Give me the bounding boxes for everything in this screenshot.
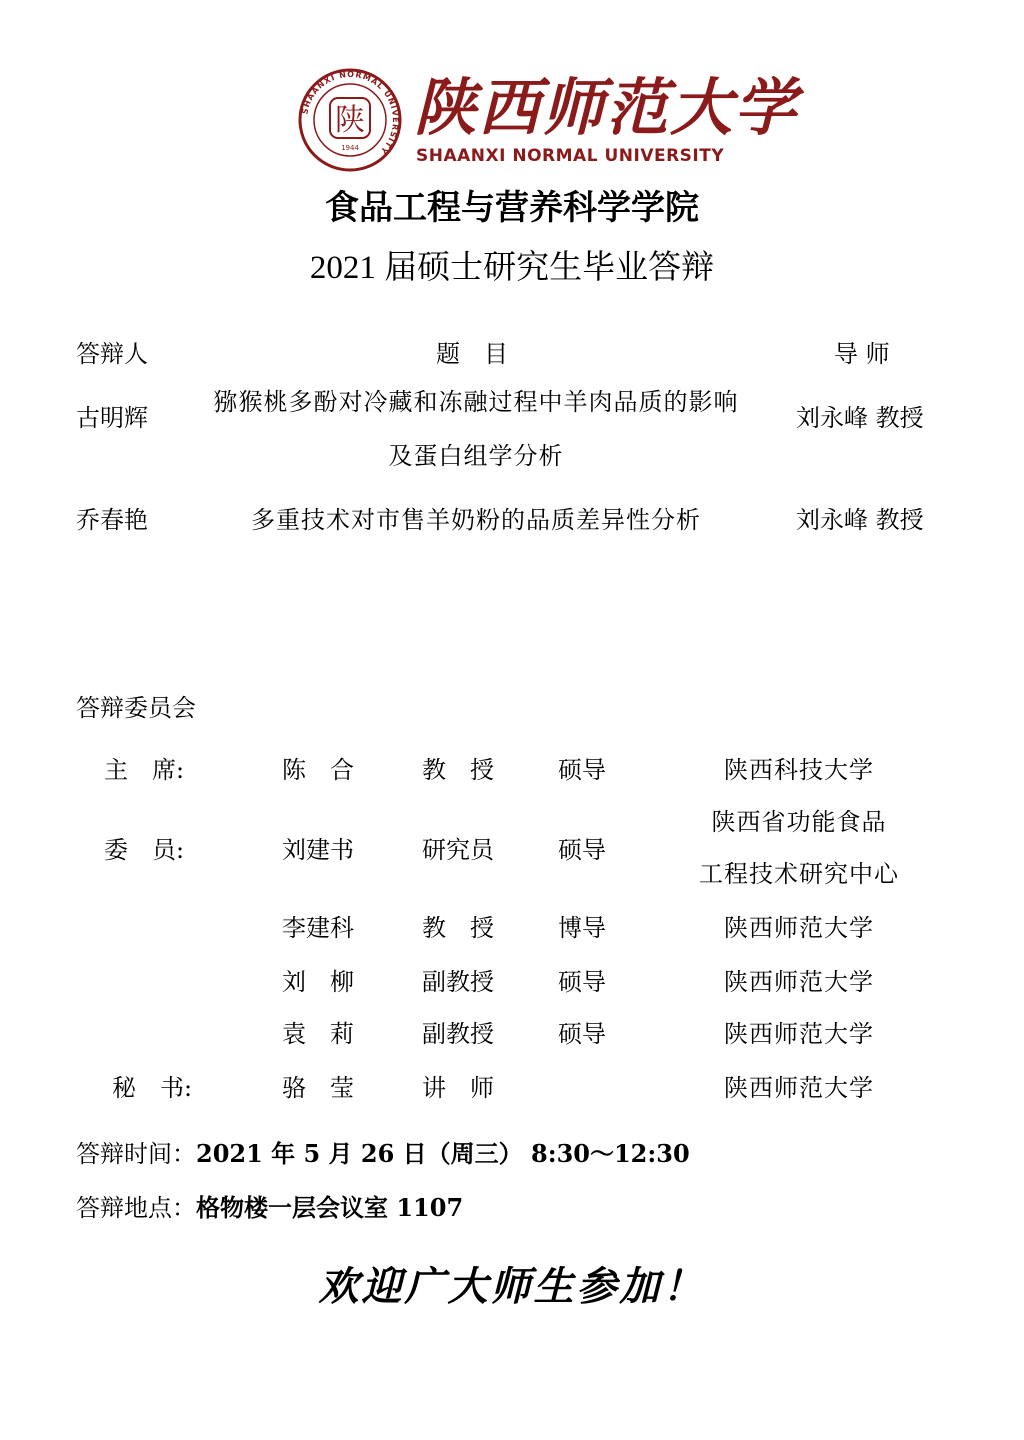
svg-text:SHAANXI NORMAL UNIVERSITY: SHAANXI NORMAL UNIVERSITY [300, 69, 401, 156]
defense-place [76, 1192, 463, 1224]
committee-name: 刘建书 [282, 836, 354, 864]
defense-place-label: 答辩地点： [76, 1194, 196, 1222]
thesis-topic-line: 多重技术对市售羊奶粉的品质差异性分析 [251, 506, 701, 534]
committee-supervisor-type: 硕导 [558, 968, 606, 996]
committee-supervisor-type: 硕导 [558, 836, 606, 864]
committee-unit: 陕西师范大学 [724, 914, 874, 942]
advisor-name: 刘永峰 教授 [796, 506, 924, 534]
event-title: 2021 届硕士研究生毕业答辩 [309, 250, 715, 286]
committee-name: 刘 柳 [282, 968, 354, 996]
thesis-topic-line: 及蛋白组学分析 [388, 442, 564, 470]
advisor-name: 刘永峰 教授 [796, 404, 924, 432]
committee-role: 主 席: [104, 756, 185, 784]
committee-name: 李建科 [282, 914, 354, 942]
university-name-en: SHAANXI NORMAL UNIVERSITY [416, 146, 725, 166]
svg-text:1944: 1944 [341, 144, 359, 152]
committee-unit: 陕西师范大学 [724, 1074, 874, 1102]
welcome-message: 欢迎广大师生参加！ [318, 1263, 706, 1310]
committee-title: 讲 师 [422, 1074, 494, 1102]
committee-role: 秘 书: [112, 1074, 193, 1102]
defense-time [76, 1138, 690, 1170]
svg-text:陕: 陕 [335, 103, 365, 138]
committee-unit: 陕西师范大学 [724, 968, 874, 996]
university-name-cn: 陕西师范大学 [414, 71, 799, 144]
committee-unit: 陕西师范大学 [724, 1020, 874, 1048]
committee-title: 教 授 [422, 756, 494, 784]
committee-name: 陈 合 [282, 756, 354, 784]
column-header-advisor: 导 师 [834, 340, 890, 368]
committee-title: 教 授 [422, 914, 494, 942]
committee-unit: 陕西省功能食品 [711, 808, 887, 836]
university-seal-icon [298, 68, 402, 172]
committee-unit: 陕西科技大学 [724, 756, 874, 784]
university-logo [298, 68, 799, 172]
committee-supervisor-type: 硕导 [558, 756, 606, 784]
student-name: 古明辉 [76, 404, 148, 432]
thesis-topic-line: 猕猴桃多酚对冷藏和冻融过程中羊肉品质的影响 [213, 388, 739, 416]
committee-title: 副教授 [422, 1020, 494, 1048]
committee-name: 袁 莉 [282, 1020, 354, 1048]
committee-heading: 答辩委员会 [76, 694, 196, 722]
committee-role: 委 员: [104, 836, 185, 864]
committee-supervisor-type: 博导 [558, 914, 606, 942]
committee-supervisor-type: 硕导 [558, 1020, 606, 1048]
column-header-topic: 题 目 [436, 340, 508, 368]
defense-time-value: 2021 年 5 月 26 日（周三） 8:30～12:30 [196, 1139, 690, 1168]
committee-name: 骆 莹 [282, 1074, 354, 1102]
defense-time-label: 答辩时间： [76, 1140, 196, 1168]
college-title: 食品工程与营养科学学院 [325, 188, 699, 228]
committee-unit: 工程技术研究中心 [699, 860, 899, 888]
committee-title: 研究员 [422, 836, 494, 864]
student-name: 乔春艳 [76, 506, 148, 534]
column-header-student: 答辩人 [76, 340, 148, 368]
defense-place-value: 格物楼一层会议室 1107 [196, 1193, 464, 1222]
committee-title: 副教授 [422, 968, 494, 996]
